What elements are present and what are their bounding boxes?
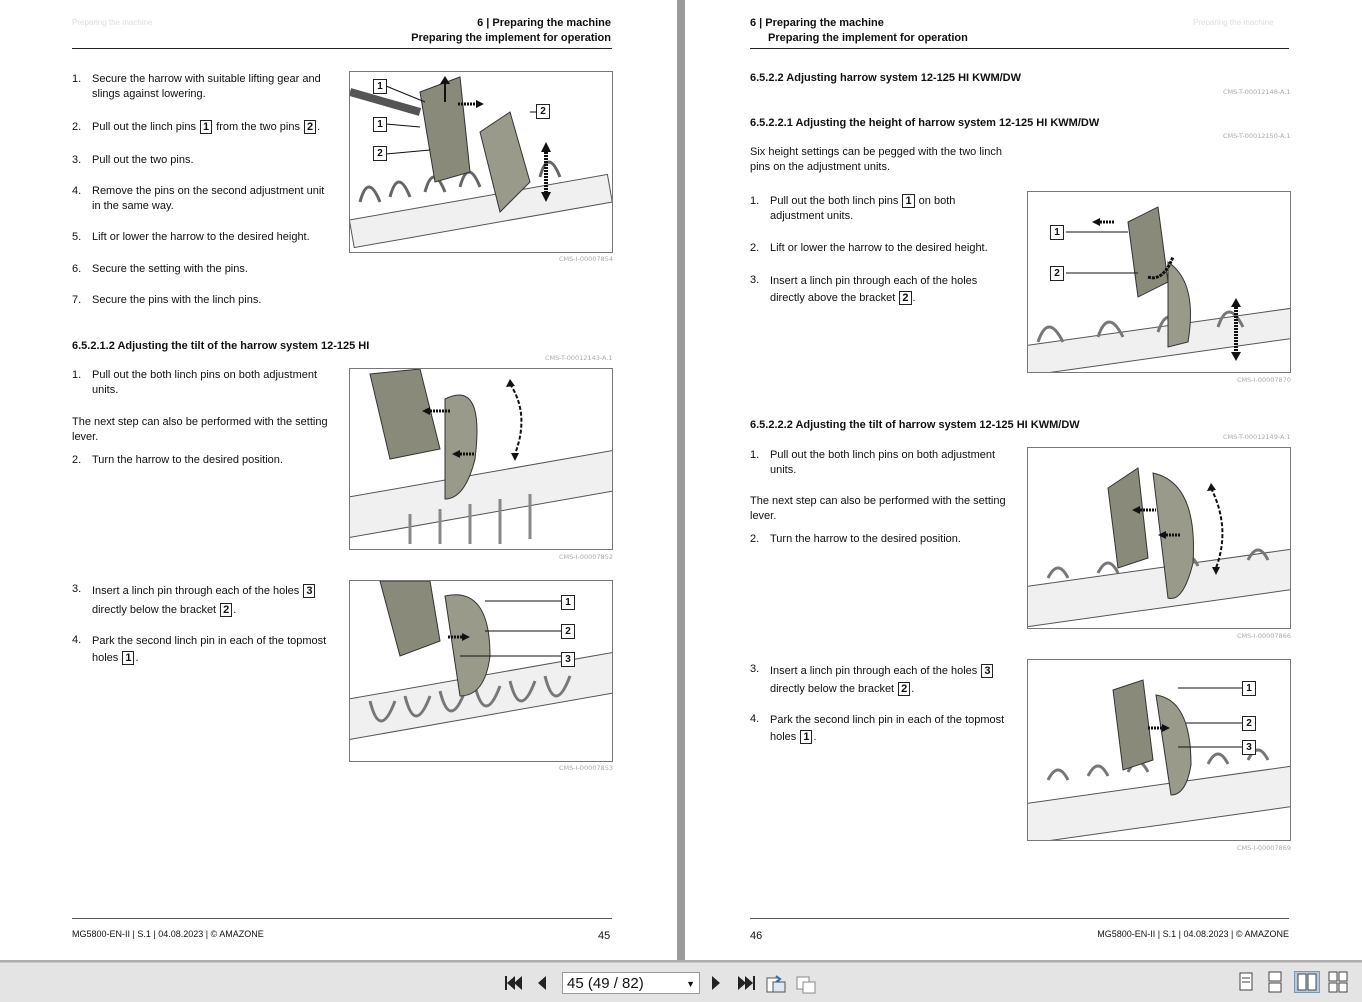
two-page-continuous-view-icon[interactable] bbox=[1327, 971, 1349, 993]
figure-height-kwm bbox=[1027, 191, 1291, 373]
page-divider bbox=[677, 0, 685, 960]
callout-3: 3 bbox=[561, 652, 575, 667]
left-page bbox=[0, 0, 677, 960]
callout-2: 2 bbox=[561, 624, 575, 639]
height-kwm-illustration bbox=[1028, 192, 1290, 372]
tilt-step-2: 2. Turn the harrow to the desired position. bbox=[750, 533, 961, 545]
faded-header-text: Preparing the machine bbox=[72, 18, 153, 27]
right-page bbox=[685, 0, 1362, 960]
step-1: 1. Secure the harrow with suitable lifting gear and slings against lowering. bbox=[72, 73, 321, 100]
section-code: CMS-T-00012143-A.1 bbox=[545, 354, 613, 362]
ref-box: 2 bbox=[898, 682, 910, 696]
footer-rule bbox=[72, 918, 612, 919]
section-heading: 6.5.2.2 Adjusting harrow system 12-125 HI KWM/DW bbox=[750, 72, 1021, 84]
tilt-step-4: 4. Park the second linch pin in each of the topmost holes 1 . bbox=[72, 634, 327, 664]
single-page-view-icon[interactable] bbox=[1236, 971, 1256, 993]
ref-box: 1 bbox=[122, 651, 134, 665]
tilt-step-3: 3. Insert a linch pin through each of the holes 3 directly below the bracket 2 . bbox=[750, 662, 1010, 698]
callout-2: 2 bbox=[1242, 716, 1256, 731]
callout-1: 1 bbox=[373, 79, 387, 94]
tilt-note: The next step can also be performed with the setting lever. bbox=[72, 416, 328, 443]
ref-box: 1 bbox=[800, 730, 812, 744]
section-code: CMS-T-00012149-A.1 bbox=[1223, 433, 1291, 441]
tilt-note: The next step can also be performed with the setting lever. bbox=[750, 495, 1006, 522]
figure-code: CMS-I-00007853 bbox=[559, 764, 613, 772]
next-page-icon[interactable] bbox=[708, 973, 724, 993]
callout-2: 2 bbox=[536, 104, 550, 119]
callout-1: 1 bbox=[1242, 681, 1256, 696]
section-code: CMS-T-00012148-A.1 bbox=[1223, 88, 1291, 96]
page-header bbox=[750, 16, 968, 46]
callout-2: 2 bbox=[373, 146, 387, 161]
footer-rule bbox=[750, 918, 1289, 919]
figure-code: CMS-I-00007869 bbox=[1237, 844, 1291, 852]
ref-box: 1 bbox=[200, 120, 212, 134]
tilt-step-2: 2. Turn the harrow to the desired position. bbox=[72, 454, 283, 466]
page-number-input[interactable]: 45 (49 / 82) ▼ bbox=[562, 972, 700, 994]
ref-box: 2 bbox=[220, 603, 232, 617]
section-heading: 6.5.2.2.1 Adjusting the height of harrow system 12-125 HI KWM/DW bbox=[750, 117, 1100, 129]
ref-box: 1 bbox=[902, 194, 914, 208]
figure-code: CMS-I-00007866 bbox=[1237, 632, 1291, 640]
footer-doc: MG5800-EN-II | S.1 | 04.08.2023 | © AMAZONE bbox=[72, 929, 264, 939]
tilt-step-1: 1. Pull out the both linch pins on both adjustment units. bbox=[750, 449, 996, 476]
ref-box: 2 bbox=[899, 291, 911, 305]
step-7: 7. Secure the pins with the linch pins. bbox=[72, 294, 262, 306]
figure-code: CMS-I-00007852 bbox=[559, 553, 613, 561]
first-page-icon[interactable] bbox=[503, 973, 525, 993]
header-chapter: 6 | Preparing the machine bbox=[477, 17, 611, 29]
figure-code: CMS-I-00007854 bbox=[559, 255, 613, 263]
viewer-toolbar bbox=[0, 962, 1362, 1002]
callout-1: 1 bbox=[373, 117, 387, 132]
previous-page-icon[interactable] bbox=[534, 973, 550, 993]
section-heading: 6.5.2.1.2 Adjusting the tilt of the harrow system 12-125 HI bbox=[72, 340, 370, 352]
tilt-kwm-illustration bbox=[1028, 448, 1290, 628]
height-intro: Six height settings can be pegged with the two linch pins on the adjustment units. bbox=[750, 146, 1002, 173]
header-rule bbox=[72, 48, 612, 49]
dropdown-arrow-icon[interactable]: ▼ bbox=[686, 979, 695, 989]
continuous-view-icon[interactable] bbox=[1265, 971, 1285, 993]
page-header bbox=[411, 16, 611, 46]
height-step-2: 2. Lift or lower the harrow to the desired height. bbox=[750, 242, 988, 254]
section-code: CMS-T-00012150-A.1 bbox=[1223, 132, 1291, 140]
footer-doc: MG5800-EN-II | S.1 | 04.08.2023 | © AMAZONE bbox=[1097, 929, 1289, 939]
two-page-view-icon[interactable] bbox=[1294, 971, 1320, 993]
step-6: 6. Secure the setting with the pins. bbox=[72, 263, 248, 275]
rotate-page-icon[interactable] bbox=[764, 973, 788, 993]
step-4: 4. Remove the pins on the second adjustment unit in the same way. bbox=[72, 185, 325, 212]
tilt-step-1: 1. Pull out the both linch pins on both adjustment units. bbox=[72, 369, 318, 396]
header-section: Preparing the implement for operation bbox=[411, 32, 611, 44]
harrow-tilt-illustration bbox=[350, 369, 612, 549]
harrow-illustration bbox=[350, 72, 612, 252]
step-3: 3. Pull out the two pins. bbox=[72, 154, 194, 166]
ref-box: 2 bbox=[304, 120, 316, 134]
section-heading: 6.5.2.2.2 Adjusting the tilt of harrow system 12-125 HI KWM/DW bbox=[750, 419, 1080, 431]
figure-harrow-tilt bbox=[349, 368, 613, 550]
figure-harrow-height bbox=[349, 71, 613, 253]
figure-linch-pin-positions bbox=[349, 580, 613, 762]
figure-linch-pin-kwm bbox=[1027, 659, 1291, 841]
header-rule bbox=[750, 48, 1289, 49]
step-5: 5. Lift or lower the harrow to the desired height. bbox=[72, 231, 310, 243]
figure-tilt-kwm bbox=[1027, 447, 1291, 629]
ref-box: 3 bbox=[303, 584, 315, 598]
page-number: 45 bbox=[598, 930, 611, 942]
callout-1: 1 bbox=[561, 595, 575, 610]
callout-3: 3 bbox=[1242, 740, 1256, 755]
ref-box: 3 bbox=[981, 664, 993, 678]
header-section: Preparing the implement for operation bbox=[768, 32, 968, 44]
faded-header-text: Preparing the machine bbox=[1193, 18, 1274, 27]
height-step-3: 3. Insert a linch pin through each of the holes directly above the bracket 2 . bbox=[750, 274, 978, 304]
last-page-icon[interactable] bbox=[735, 973, 757, 993]
figure-code: CMS-I-00007870 bbox=[1237, 376, 1291, 384]
step-2: 2. Pull out the linch pins 1 from the two pins 2 . bbox=[72, 121, 321, 133]
callout-1: 1 bbox=[1050, 225, 1064, 240]
tilt-step-4: 4. Park the second linch pin in each of the topmost holes 1 . bbox=[750, 713, 1005, 743]
height-step-1: 1. Pull out the both linch pins 1 on both adjustment units. bbox=[750, 195, 956, 222]
header-chapter: 6 | Preparing the machine bbox=[750, 17, 884, 29]
page-number: 46 bbox=[750, 930, 763, 942]
callout-2: 2 bbox=[1050, 266, 1064, 281]
page-layout-icon[interactable] bbox=[794, 973, 818, 993]
tilt-step-3: 3. Insert a linch pin through each of the holes 3 directly below the bracket 2 . bbox=[72, 582, 332, 620]
